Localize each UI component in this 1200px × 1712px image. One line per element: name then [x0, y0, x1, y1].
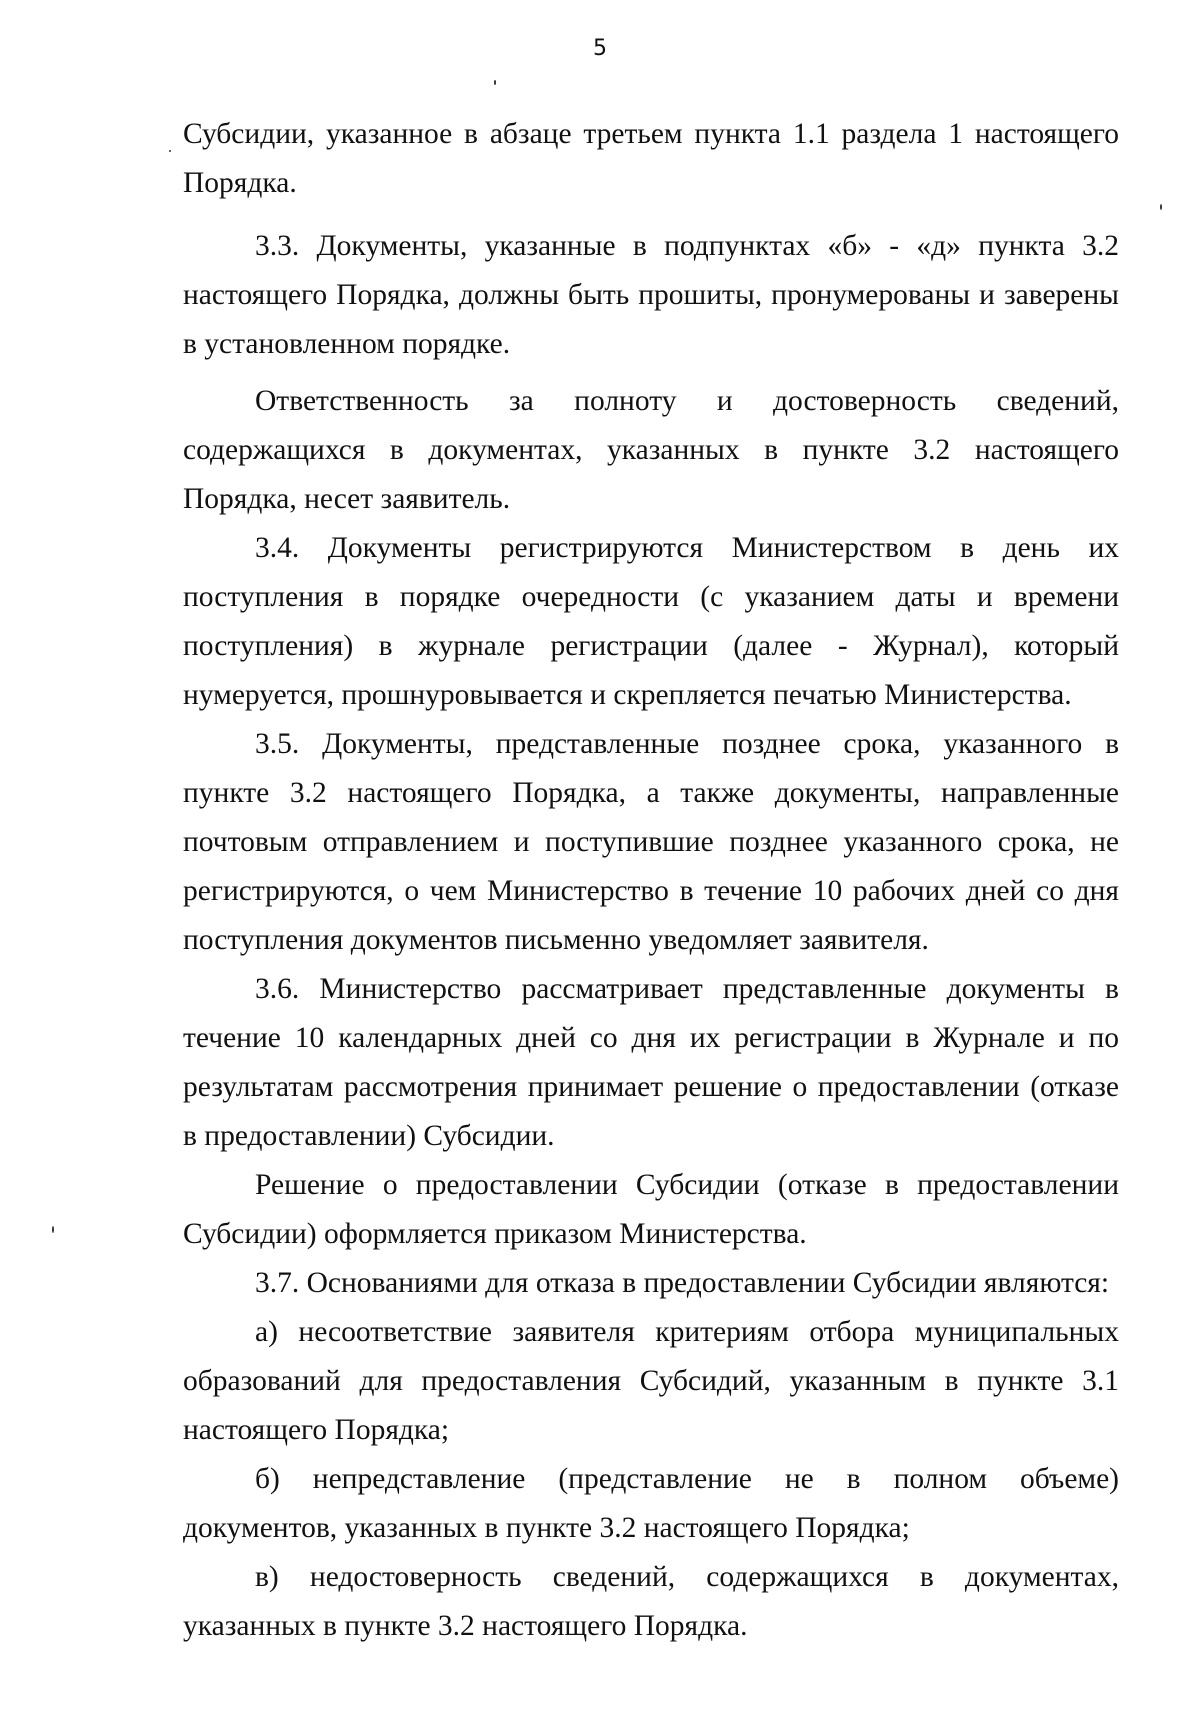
paragraph-3-6: 3.6. Министерство рассматривает представленные документы в течение 10 календарных дней со дня их регистрации в Журнале и по результатам рассмотрения принимает решение о предоставлении (отказе в предоставлении) Субсидии.: [183, 973, 1119, 1152]
list-item-v: в) недостоверность сведений, содержащихся в документах, указанных в пункте 3.2 настоящего Порядка.: [183, 1561, 1119, 1642]
scan-speck: [169, 150, 171, 152]
scan-speck: [1160, 204, 1162, 210]
list-item-a: а) несоответствие заявителя критериям отбора муниципальных образований для предоставления Субсидий, указанным в пункте 3.1 настоящего Порядка;: [183, 1316, 1119, 1446]
document-body: [183, 110, 1119, 1651]
paragraph-continuation: Субсидии, указанное в абзаце третьем пункта 1.1 раздела 1 настоящего Порядка.: [183, 118, 1119, 199]
scan-speck: [52, 1226, 54, 1233]
paragraph-3-7: 3.7. Основаниями для отказа в предоставлении Субсидии являются:: [255, 1267, 1110, 1299]
list-item-b: б) непредставление (представление не в полном объеме) документов, указанных в пункте 3.2 настоящего Порядка;: [183, 1463, 1119, 1544]
paragraph-decision: Решение о предоставлении Субсидии (отказе в предоставлении Субсидии) оформляется приказом Министерства.: [183, 1169, 1119, 1250]
page-number: 5: [593, 36, 607, 61]
paragraph-3-3: 3.3. Документы, указанные в подпунктах «б» - «д» пункта 3.2 настоящего Порядка, должны быть прошиты, пронумерованы и заверены в установленном порядке.: [183, 230, 1119, 360]
paragraph-3-5: 3.5. Документы, представленные позднее срока, указанного в пункте 3.2 настоящего Порядка, а также документы, направленные почтовым отправлением и поступившие позднее указанного срока, не регистрируются, о чем Министерство в течение 10 рабочих дней со дня поступления документов письменно уведомляет заявителя.: [183, 728, 1119, 956]
paragraph-responsibility: Ответственность за полноту и достоверность сведений, содержащихся в документах, указанных в пункте 3.2 настоящего Порядка, несет заявитель.: [183, 385, 1119, 515]
scan-speck: [494, 80, 496, 85]
paragraph-3-4: 3.4. Документы регистрируются Министерством в день их поступления в порядке очередности (с указанием даты и времени поступления) в журнале регистрации (далее - Журнал), который нумеруется, прошнуровывается и скрепляется печатью Министерства.: [183, 532, 1119, 711]
